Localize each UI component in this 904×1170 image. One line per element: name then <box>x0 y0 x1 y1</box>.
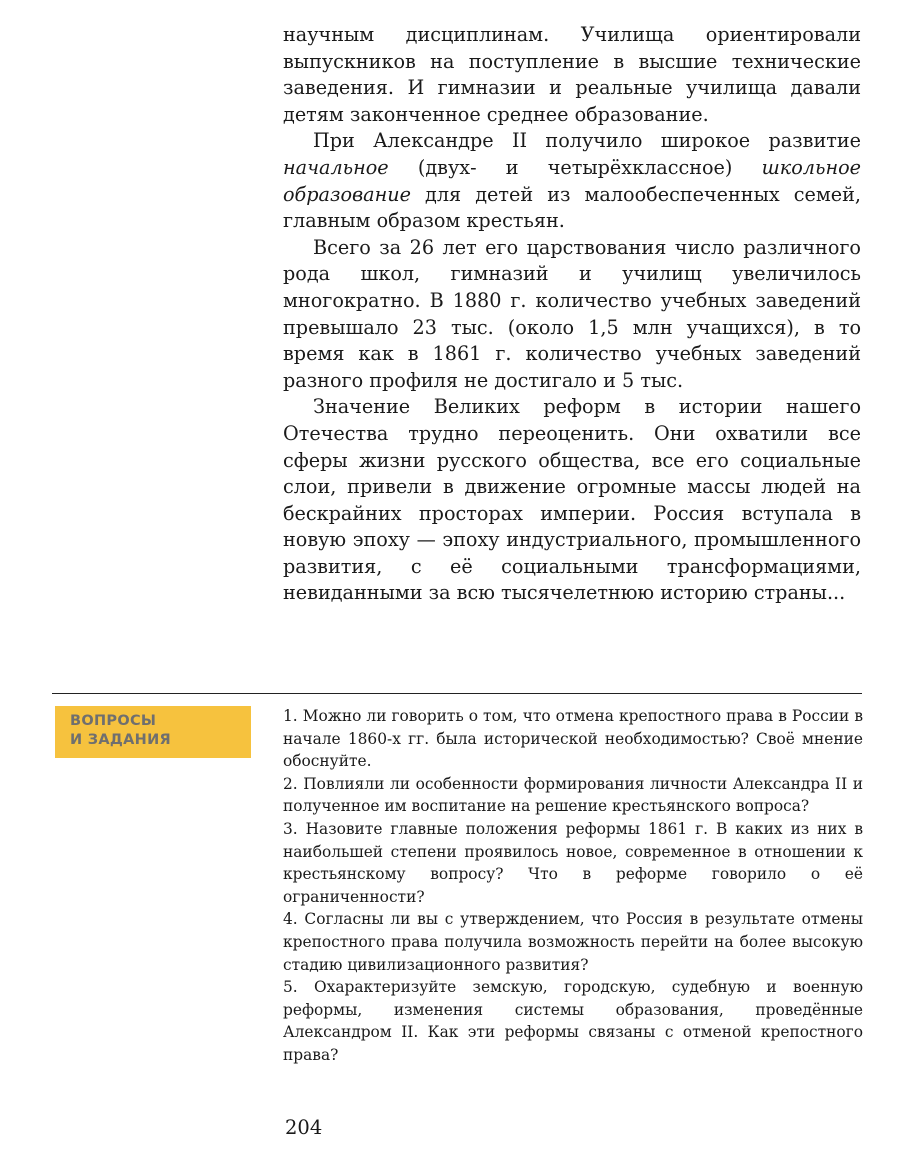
paragraph-2-part-b: (двух- и четырёхклассное) <box>388 155 762 179</box>
question-item: 5. Охарактеризуйте земскую, городскую, судебную и военную реформы, изменения системы образования, проведённые Александром II. Как эти реформы связаны с отменой крепостного права? <box>283 978 863 1064</box>
paragraph-4: Значение Великих реформ в истории нашего Отечества трудно переоценить. Они охватили все сферы жизни русского общества, все его социальные слои, привели в движение огромные массы людей на бескрайних просторах империи. Россия вступала в новую эпоху — эпоху индустриального, промышленного развития, с её социальными трансформациями, невиданными за всю тысячелетнюю историю страны... <box>283 395 861 605</box>
questions-badge-line-2: И ЗАДАНИЯ <box>70 732 171 748</box>
paragraph-2-part-c: для детей из малообеспеченных семей, главным образом крестьян. <box>283 182 861 233</box>
page-number: 204 <box>285 1116 323 1139</box>
question-item: 4. Согласны ли вы с утверждением, что Россия в результате отмены крепостного права получила возможность перейти на более высокую стадию цивилизационного развития? <box>283 910 863 974</box>
paragraph-1: научным дисциплинам. Училища ориентировали выпускников на поступление в высшие технические заведения. И гимназии и реальные училища давали детям законченное среднее образование. <box>283 23 861 126</box>
main-text <box>283 22 861 607</box>
section-divider <box>52 693 862 694</box>
paragraph-2 <box>283 128 861 234</box>
question-item: 2. Повлияли ли особенности формирования личности Александра II и полученное им воспитание на решение крестьянского вопроса? <box>283 774 863 816</box>
questions-badge-line-1: ВОПРОСЫ <box>70 713 157 729</box>
paragraph-3: Всего за 26 лет его царствования число различного рода школ, гимназий и училищ увеличилось многократно. В 1880 г. количество учебных заведений превышало 23 тыс. (около 1,5 млн учащихся), в то время как в 1861 г. количество учебных заведений разного профиля не достигало и 5 тыс. <box>283 235 861 392</box>
term-primary: начальное <box>283 155 389 179</box>
term-school-education: школьное образование <box>283 155 861 206</box>
question-item: 3. Назовите главные положения реформы 1861 г. В каких из них в наибольшей степени проявилось новое, современное в отношении к крестьянскому вопросу? Что в реформе говорило о её ограниченности? <box>283 819 863 906</box>
paragraph-2-part-a: При Александре II получило широкое развитие <box>313 129 861 153</box>
question-item: 1. Можно ли говорить о том, что отмена крепостного права в России в начале 1860-х гг. была исторической необходимостью? Своё мнение обоснуйте. <box>283 707 863 771</box>
questions-badge <box>55 706 251 758</box>
questions-list <box>283 705 863 1067</box>
